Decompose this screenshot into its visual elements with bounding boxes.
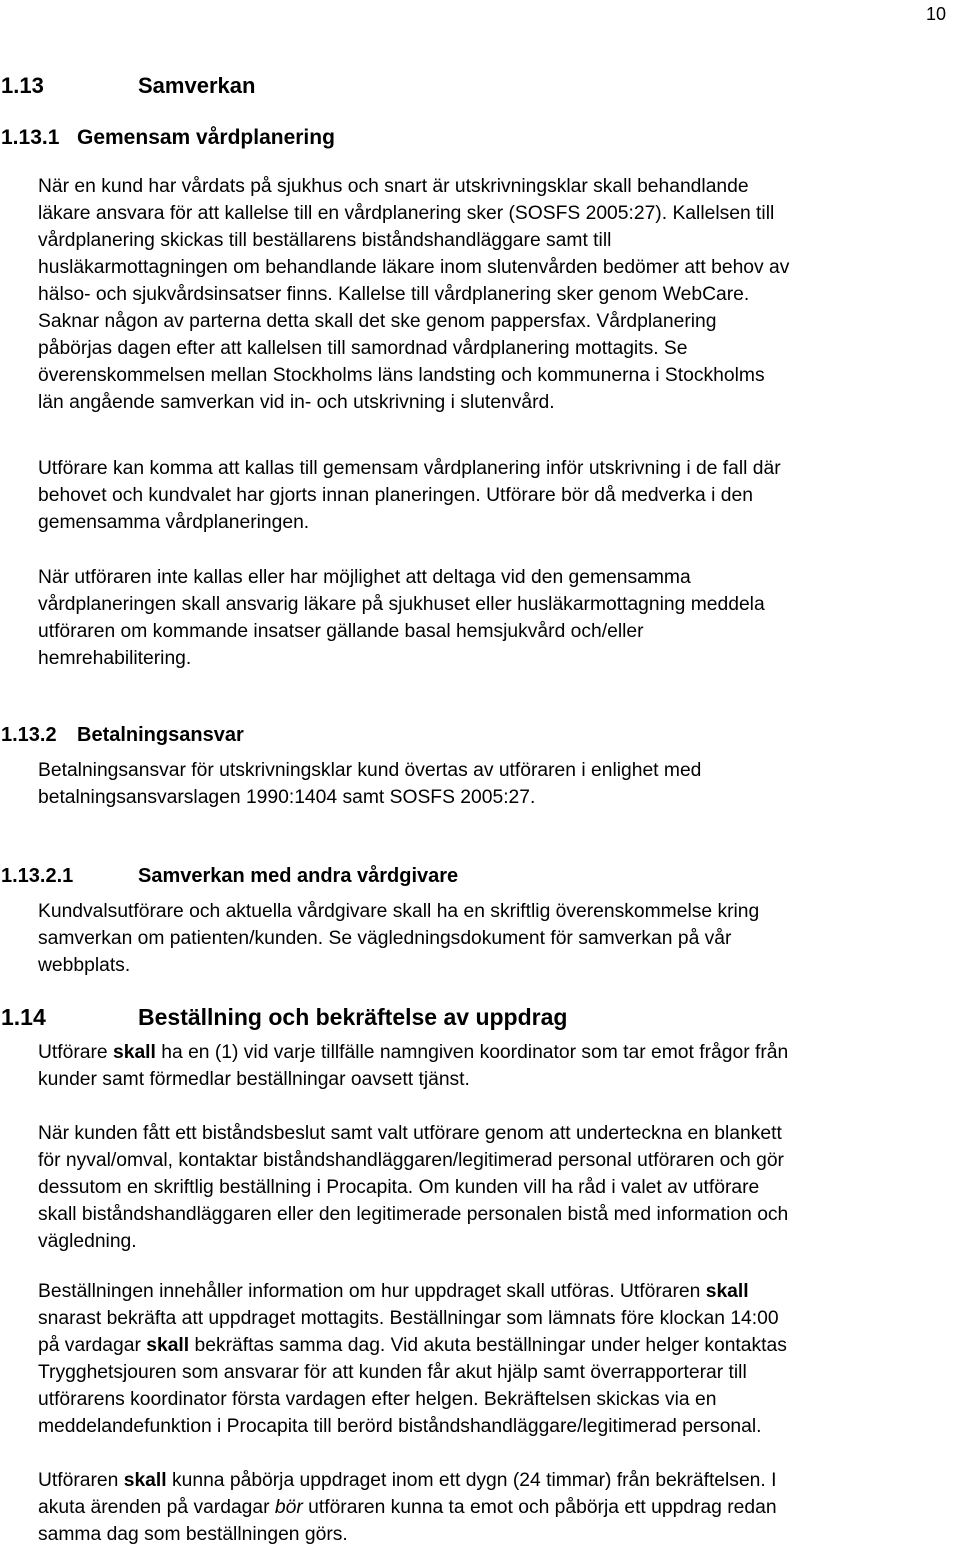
text-line (38, 1467, 953, 1494)
emphasis-bor: bör (274, 1497, 303, 1518)
paragraph-betalningsansvar (38, 757, 953, 811)
text-line: samma dag som beställningen görs. (38, 1524, 348, 1545)
heading-number: 1.13.1 (1, 126, 60, 149)
text-line: När utföraren inte kallas eller har möjlighet att deltaga vid den gemensamma (38, 567, 691, 588)
text-line: för nyval/omval, kontaktar biståndshandläggaren/legitimerad personal utföraren och gör (38, 1150, 784, 1171)
text-line: överenskommelsen mellan Stockholms läns landsting och kommunerna i Stockholms (38, 365, 765, 386)
text-run: på vardagar (38, 1335, 147, 1356)
text-line: påbörjas dagen efter att kallelsen till samordnad vårdplanering mottagits. Se (38, 338, 688, 359)
text-run: Utförare (38, 1042, 114, 1063)
text-line: När kunden fått ett biståndsbeslut samt valt utförare genom att underteckna en blankett (38, 1123, 782, 1144)
paragraph-utforare-kallas (38, 455, 953, 536)
text-line: Betalningsansvar för utskrivningsklar kund övertas av utföraren i enlighet med (38, 760, 702, 781)
page-number: 10 (925, 4, 946, 24)
text-line: meddelandefunktion i Procapita till berörd biståndshandläggare/legitimerad personal. (38, 1416, 762, 1437)
emphasis-skall: skall (146, 1335, 190, 1356)
heading-title: Beställning och bekräftelse av uppdrag (138, 1004, 568, 1030)
text-line: kunder samt förmedlar beställningar oavsett tjänst. (38, 1069, 470, 1090)
text-line: läkare ansvara för att kallelse till en vårdplanering sker (SOSFS 2005:27). Kallelsen till (38, 203, 775, 224)
text-line: Trygghetsjouren som ansvarar för att kunden får akut hjälp samt överrapporterar till (38, 1362, 747, 1383)
text-line: Saknar någon av parterna detta skall det ske genom pappersfax. Vårdplanering (38, 311, 717, 332)
text-line: snarast bekräfta att uppdraget mottagits. Beställningar som lämnats före klockan 14:00 (38, 1308, 779, 1329)
text-run: akuta ärenden på vardagar (38, 1497, 275, 1518)
paragraph-samverkan-vardgivare (38, 898, 953, 979)
heading-title: Betalningsansvar (77, 724, 244, 746)
text-line: webbplats. (38, 955, 131, 976)
emphasis-skall: skall (113, 1042, 156, 1063)
text-line: betalningsansvarslagen 1990:1404 samt SOSFS 2005:27. (38, 787, 536, 808)
text-line: samverkan om patienten/kunden. Se vägledningsdokument för samverkan på vår (38, 928, 732, 949)
paragraph-utforare-ej-kallas (38, 564, 953, 672)
text-run: utföraren kunna ta emot och påbörja ett uppdrag redan (302, 1497, 777, 1518)
paragraph-bestallningen (38, 1278, 953, 1440)
text-line: hemrehabilitering. (38, 648, 192, 669)
text-line: Utförare kan komma att kallas till gemensam vårdplanering inför utskrivning i de fall där (38, 458, 781, 479)
heading-number: 1.13.2.1 (1, 865, 74, 887)
text-run: kunna påbörja uppdraget inom ett dygn (24 timmar) från bekräftelsen. I (166, 1470, 777, 1491)
text-run: Utföraren (38, 1470, 124, 1491)
text-line (38, 1278, 953, 1305)
heading-number: 1.14 (1, 1004, 46, 1030)
text-line: Kundvalsutförare och aktuella vårdgivare skall ha en skriftlig överenskommelse kring (38, 901, 760, 922)
paragraph-koordinator (38, 1039, 953, 1093)
emphasis-skall: skall (123, 1470, 167, 1491)
heading-title: Samverkan med andra vårdgivare (138, 865, 459, 887)
text-line: husläkarmottagningen om behandlande läkare inom slutenvården bedömer att behov av (38, 257, 790, 278)
text-run: Beställningen innehåller information om hur uppdraget skall utföras. Utföraren (38, 1281, 706, 1302)
heading-title: Samverkan (138, 73, 256, 98)
emphasis-skall: skall (705, 1281, 749, 1302)
text-line: behovet och kundvalet har gjorts innan planeringen. Utförare bör då medverka i den (38, 485, 753, 506)
text-line: hälso- och sjukvårdsinsatser finns. Kallelse till vårdplanering sker genom WebCare. (38, 284, 750, 305)
text-line: vårdplaneringen skall ansvarig läkare på sjukhuset eller husläkarmottagning meddela (38, 594, 765, 615)
paragraph-vardplanering (38, 173, 953, 416)
text-line: utföraren om kommande insatser gällande basal hemsjukvård och/eller (38, 621, 644, 642)
text-line (38, 1039, 953, 1066)
text-line (38, 1332, 953, 1359)
text-line: vägledning. (38, 1231, 137, 1252)
text-line: vårdplanering skickas till beställarens biståndshandläggare samt till (38, 230, 612, 251)
paragraph-paborja (38, 1467, 953, 1548)
heading-title: Gemensam vårdplanering (77, 126, 335, 149)
text-run: ha en (1) vid varje tillfälle namngiven koordinator som tar emot frågor från (155, 1042, 789, 1063)
heading-number: 1.13 (1, 73, 44, 98)
text-line: gemensamma vårdplaneringen. (38, 512, 310, 533)
text-line: skall biståndshandläggaren eller den legitimerade personalen bistå med information och (38, 1204, 789, 1225)
text-run: bekräftas samma dag. Vid akuta beställningar under helger kontaktas (189, 1335, 787, 1356)
text-line (38, 1494, 953, 1521)
heading-number: 1.13.2 (1, 724, 57, 746)
text-line: dessutom en skriftlig beställning i Procapita. Om kunden vill ha råd i valet av utförare (38, 1177, 760, 1198)
text-line: utförarens koordinator första vardagen efter helgen. Bekräftelsen skickas via en (38, 1389, 717, 1410)
text-line: När en kund har vårdats på sjukhus och snart är utskrivningsklar skall behandlande (38, 176, 749, 197)
paragraph-bistandsbeslut (38, 1120, 953, 1255)
text-line: län angående samverkan vid in- och utskrivning i slutenvård. (38, 392, 555, 413)
